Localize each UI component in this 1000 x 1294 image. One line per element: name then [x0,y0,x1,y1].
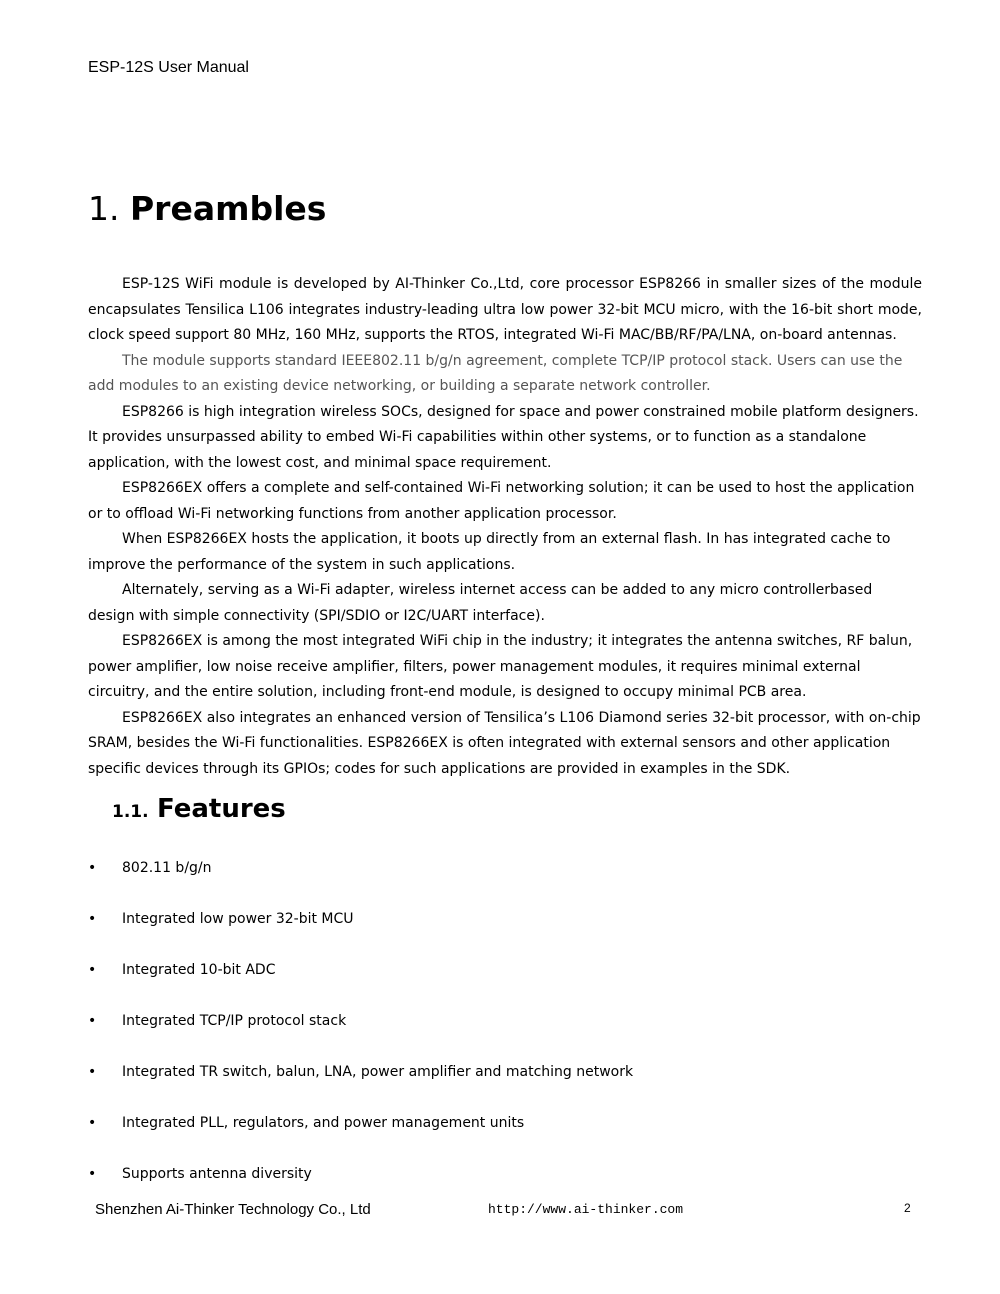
footer-company: Shenzhen Ai-Thinker Technology Co., Ltd [95,1201,371,1218]
paragraph-host-application: When ESP8266EX hosts the application, it boots up directly from an external flash. In has integrated cache to improve the performance of the system in such applications. [88,531,891,573]
bullet-icon: • [88,1115,97,1131]
paragraph-processor: ESP8266EX also integrates an enhanced version of Tensilica’s L106 Diamond series 32-bit processor, with on-chip SRAM, besides the Wi-Fi functionalities. ESP8266EX is often integrated with external sensors and other application specific devices through its GPIOs; codes for such applications are provided in examples in the SDK. [88,709,921,777]
paragraph-module-overview: ESP-12S WiFi module is developed by AI-Thinker Co.,Ltd, core processor ESP8266 in smaller sizes of the module encapsulates Tensilica L106 integrates industry-leading ultra low power 32-bit MCU micro, with the 16-bit short mode, clock speed support 80 MHz, 160 MHz, supports the RTOS, integrated Wi-Fi MAC/BB/RF/PA/LNA, on-board antennas. [88,276,922,343]
features-list [88,855,633,1212]
bullet-icon: • [88,1013,97,1029]
page-footer [0,1199,1000,1221]
page-number: 2 [904,1201,911,1215]
feature-item [88,1110,633,1161]
bullet-icon: • [88,860,97,876]
page-header: ESP-12S User Manual [88,59,249,76]
features-section-number: 1.1. [112,802,149,822]
bullet-icon: • [88,1064,97,1080]
chapter-number: 1. [88,189,120,228]
features-heading [112,790,286,831]
feature-item [88,1008,633,1059]
footer-url: http://www.ai-thinker.com [488,1202,684,1217]
feature-item-text: Integrated PLL, regulators, and power management units [122,1115,525,1131]
preamble-body [88,272,922,782]
feature-item-text: Integrated TR switch, balun, LNA, power amplifier and matching network [122,1064,634,1080]
paragraph-soc-description: ESP8266 is high integration wireless SOCs, designed for space and power constrained mobile platform designers. It provides unsurpassed ability to embed Wi-Fi capabilities within other systems, or to function as a standalone application, with the lowest cost, and minimal space requirement. [88,403,919,471]
feature-item-text: Integrated 10-bit ADC [122,962,276,978]
paragraph-standards: The module supports standard IEEE802.11 b/g/n agreement, complete TCP/IP protocol stack. Users can use the add modules to an existing device networking, or building a separate network controller. [88,352,903,394]
feature-item [88,1059,633,1110]
feature-item [88,855,633,906]
chapter-title [88,186,326,232]
bullet-icon: • [88,962,97,978]
feature-item-text: Supports antenna diversity [122,1166,312,1182]
feature-item-text: Integrated TCP/IP protocol stack [122,1013,347,1029]
bullet-icon: • [88,911,97,927]
feature-item [88,957,633,1008]
bullet-icon: • [88,1166,97,1182]
paragraph-integration: ESP8266EX is among the most integrated WiFi chip in the industry; it integrates the antenna switches, RF balun, power amplifier, low noise receive amplifier, filters, power management modules, it requires minimal external circuitry, and the entire solution, including front-end module, is designed to occupy minimal PCB area. [88,633,913,700]
features-section-title: Features [157,794,286,824]
feature-item-text: 802.11 b/g/n [122,860,212,876]
paragraph-wifi-adapter: Alternately, serving as a Wi-Fi adapter, wireless internet access can be added to any micro controllerbased design with simple connectivity (SPI/SDIO or I2C/UART interface). [88,582,873,624]
chapter-title-text: Preambles [130,189,327,228]
feature-item-text: Integrated low power 32-bit MCU [122,911,354,927]
feature-item [88,906,633,957]
paragraph-networking-solution: ESP8266EX offers a complete and self-contained Wi-Fi networking solution; it can be used to host the application or to offload Wi-Fi networking functions from another application processor. [88,480,915,522]
